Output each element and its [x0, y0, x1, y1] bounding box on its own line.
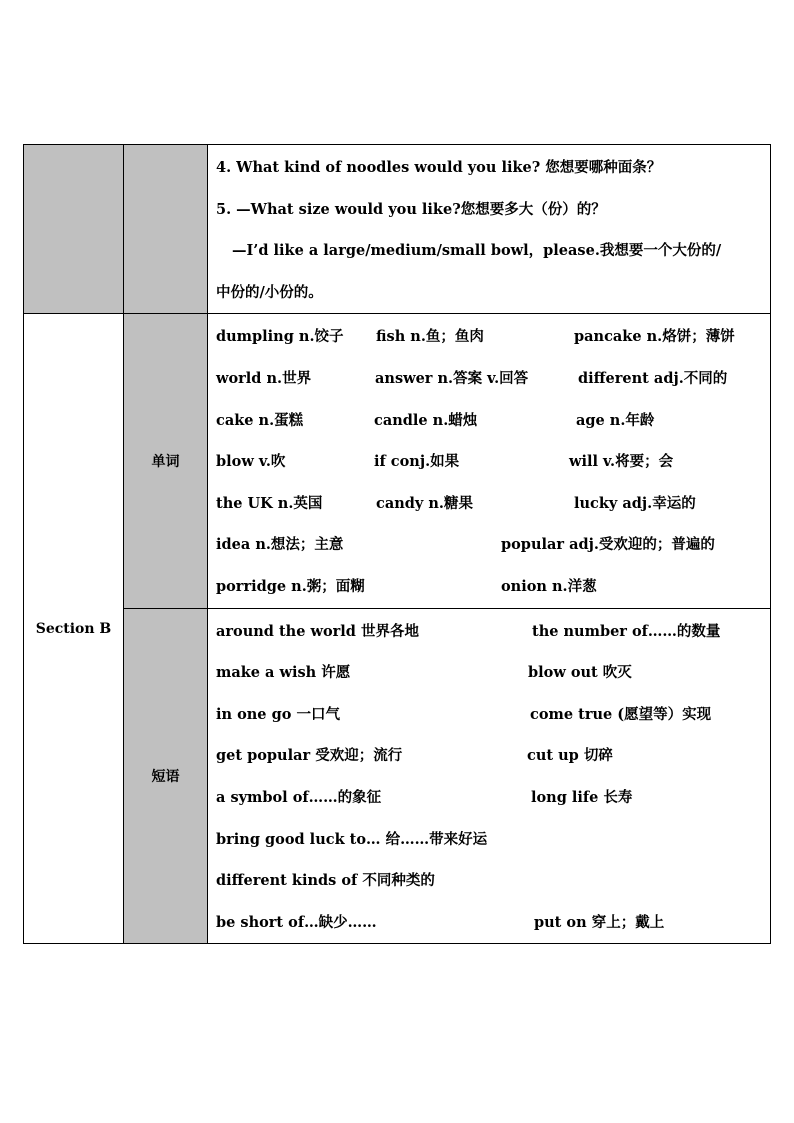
phrase-item: make a wish 许愿: [216, 664, 351, 682]
vocab-item: onion n.洋葱: [501, 577, 597, 595]
sentence-4: 4. What kind of noodles would you like? 您想要哪种面条？: [216, 159, 662, 176]
phrase-line: [216, 819, 770, 861]
phrase-item: blow out 吹灭: [528, 664, 632, 682]
phrase-line: [216, 860, 770, 902]
phrase-item: be short of…缺少……: [216, 913, 377, 931]
phrase-line: [216, 694, 770, 736]
phrase-item: around the world 世界各地: [216, 622, 419, 640]
vocab-line: [216, 316, 770, 358]
vocab-line: [216, 358, 770, 400]
phrase-item: in one go 一口气: [216, 705, 340, 723]
phrase-line: [216, 611, 770, 653]
phrase-item: put on 穿上；戴上: [534, 913, 665, 931]
vocab-line: [216, 483, 770, 525]
vocab-line: [216, 566, 770, 608]
vocab-item: will v.将要；会: [569, 453, 674, 471]
section-label: Section B: [24, 314, 124, 944]
phrase-item: bring good luck to… 给……带来好运: [216, 830, 488, 848]
vocab-item: different adj.不同的: [578, 369, 728, 387]
vocab-item: lucky adj.幸运的: [574, 494, 696, 512]
sentences-row: [24, 145, 771, 314]
sentence-5-reply-cont: 中份的/小份的。: [216, 283, 323, 301]
vocab-item: popular adj.受欢迎的；普遍的: [501, 536, 715, 554]
sentence-5-reply: —I’d like a large/medium/small bowl，please.我想要一个大份的/: [232, 242, 722, 260]
phrase-line: [216, 902, 770, 944]
vocab-label: 单词: [124, 314, 208, 608]
vocab-item: idea n.想法；主意: [216, 536, 344, 554]
phrase-item: come true (愿望等）实现: [530, 705, 712, 723]
notes-table: [23, 144, 771, 944]
phrase-item: cut up 切碎: [527, 747, 613, 765]
phrase-line: [216, 735, 770, 777]
vocab-item: answer n.答案 v.回答: [375, 369, 529, 387]
vocab-item: if conj.如果: [374, 453, 460, 471]
phrases-label: 短语: [124, 608, 208, 944]
vocab-line: [216, 400, 770, 442]
phrases-row: [24, 608, 771, 944]
vocab-row: [24, 314, 771, 608]
vocab-item: candle n.蜡烛: [374, 411, 478, 429]
category-cell-blank: [124, 145, 208, 314]
vocab-item: the UK n.英国: [216, 494, 323, 512]
vocab-item: pancake n.烙饼；薄饼: [574, 328, 735, 346]
phrase-item: long life 长寿: [531, 788, 633, 806]
sentence-5: 5. —What size would you like?您想要多大（份）的？: [216, 200, 606, 218]
section-cell-blank: [24, 145, 124, 314]
vocab-line: [216, 524, 770, 566]
vocab-line: [216, 441, 770, 483]
vocab-item: world n.世界: [216, 369, 312, 387]
phrase-line: [216, 652, 770, 694]
phrase-item: get popular 受欢迎；流行: [216, 747, 403, 765]
phrase-line: [216, 777, 770, 819]
vocab-item: blow v.吹: [216, 453, 286, 471]
vocab-item: dumpling n.饺子: [216, 328, 344, 346]
vocab-item: candy n.糖果: [376, 494, 473, 512]
vocab-item: fish n.鱼；鱼肉: [376, 328, 484, 346]
sentences-cell: [208, 145, 771, 314]
phrase-item: different kinds of 不同种类的: [216, 872, 435, 890]
phrase-item: a symbol of……的象征: [216, 788, 382, 806]
phrases-cell: [208, 608, 771, 944]
vocab-cell: [208, 314, 771, 608]
vocab-item: porridge n.粥；面糊: [216, 577, 365, 595]
phrase-item: the number of……的数量: [532, 622, 721, 640]
vocab-item: age n.年龄: [576, 411, 655, 429]
vocab-item: cake n.蛋糕: [216, 411, 304, 429]
